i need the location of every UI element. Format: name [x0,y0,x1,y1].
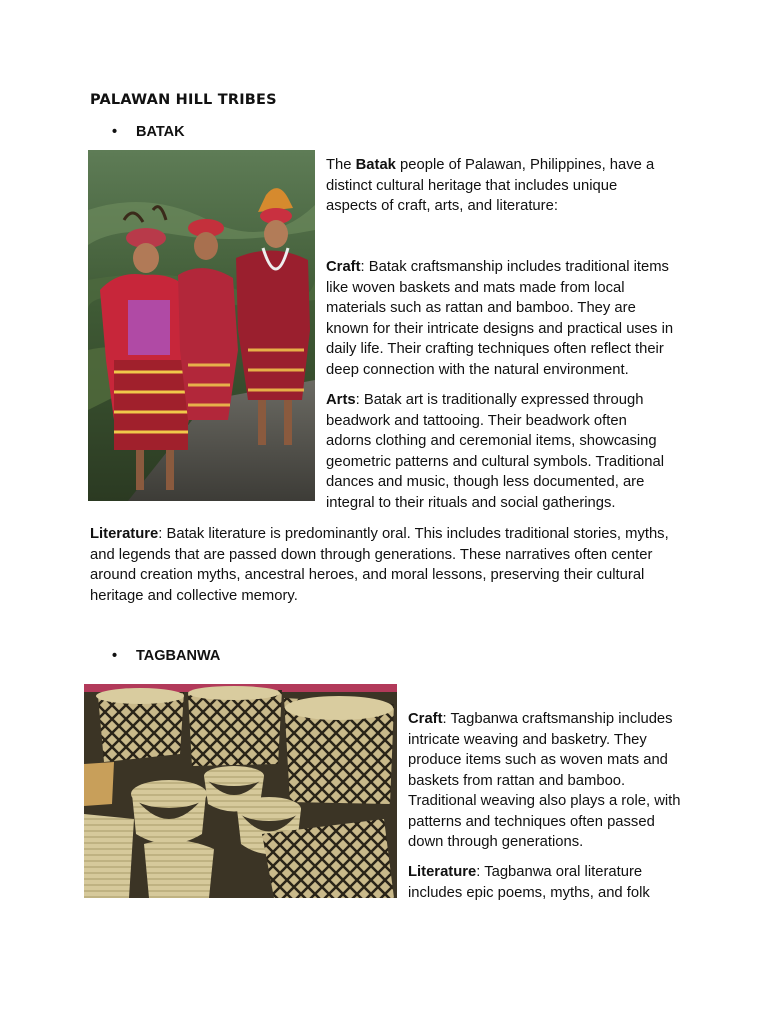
section-heading-batak [112,124,185,140]
section-heading-label: BATAK [136,124,185,140]
craft-text: : Tagbanwa craftsmanship includes intricate weaving and basketry. They produce items such as woven mats and baskets from rattan and bamboo. Traditional weaving also plays a role, with patterns and techniques often passed down through generations. [408,711,681,850]
bullet-icon: • [112,648,118,664]
section-heading-tagbanwa [112,648,220,664]
batak-arts-paragraph [326,390,674,513]
literature-label: Literature [408,864,477,880]
literature-text: : Tagbanwa oral literature includes epic poems, myths, and folk [408,864,650,901]
section-heading-label: TAGBANWA [136,648,221,664]
bullet-icon: • [112,124,118,140]
woven-baskets-photo [84,684,397,898]
literature-text: : Batak literature is predominantly oral. This includes traditional stories, myths, and legends that are passed down through generations. These narratives often center around creation myths, ancestral heroes, and moral lessons, preserving their cultural heritage and collective memory. [90,526,669,604]
intro-text-start: The [326,157,356,173]
tagbanwa-literature-paragraph [408,862,670,903]
batak-craft-paragraph [326,257,678,380]
tagbanwa-craft-paragraph [408,709,684,853]
arts-text: : Batak art is traditionally expressed through beadwork and tattooing. Their beadwork often adorns clothing and ceremonial items, showcasing geometric patterns and cultural symbols. Traditional dances and music, though less documented, are integral to their rituals and social gatherings. [326,392,665,511]
intro-tribe-name: Batak [355,157,396,173]
arts-label: Arts [326,392,356,408]
craft-text: : Batak craftsmanship includes traditional items like woven baskets and mats made from local materials such as rattan and bamboo. They are known for their intricate designs and practical uses in daily life. Their crafting techniques often reflect their deep connection with the natural environment. [326,259,674,378]
craft-label: Craft [408,711,443,727]
page-title: PALAWAN HILL TRIBES [90,92,277,108]
intro-text-rest: people of Palawan, Philippines, have a distinct cultural heritage that includes unique aspects of craft, arts, and literature: [326,157,655,214]
literature-label: Literature [90,526,159,542]
batak-literature-paragraph [90,524,674,606]
craft-label: Craft [326,259,361,275]
batak-women-photo [88,150,315,501]
batak-intro-paragraph [326,155,671,217]
